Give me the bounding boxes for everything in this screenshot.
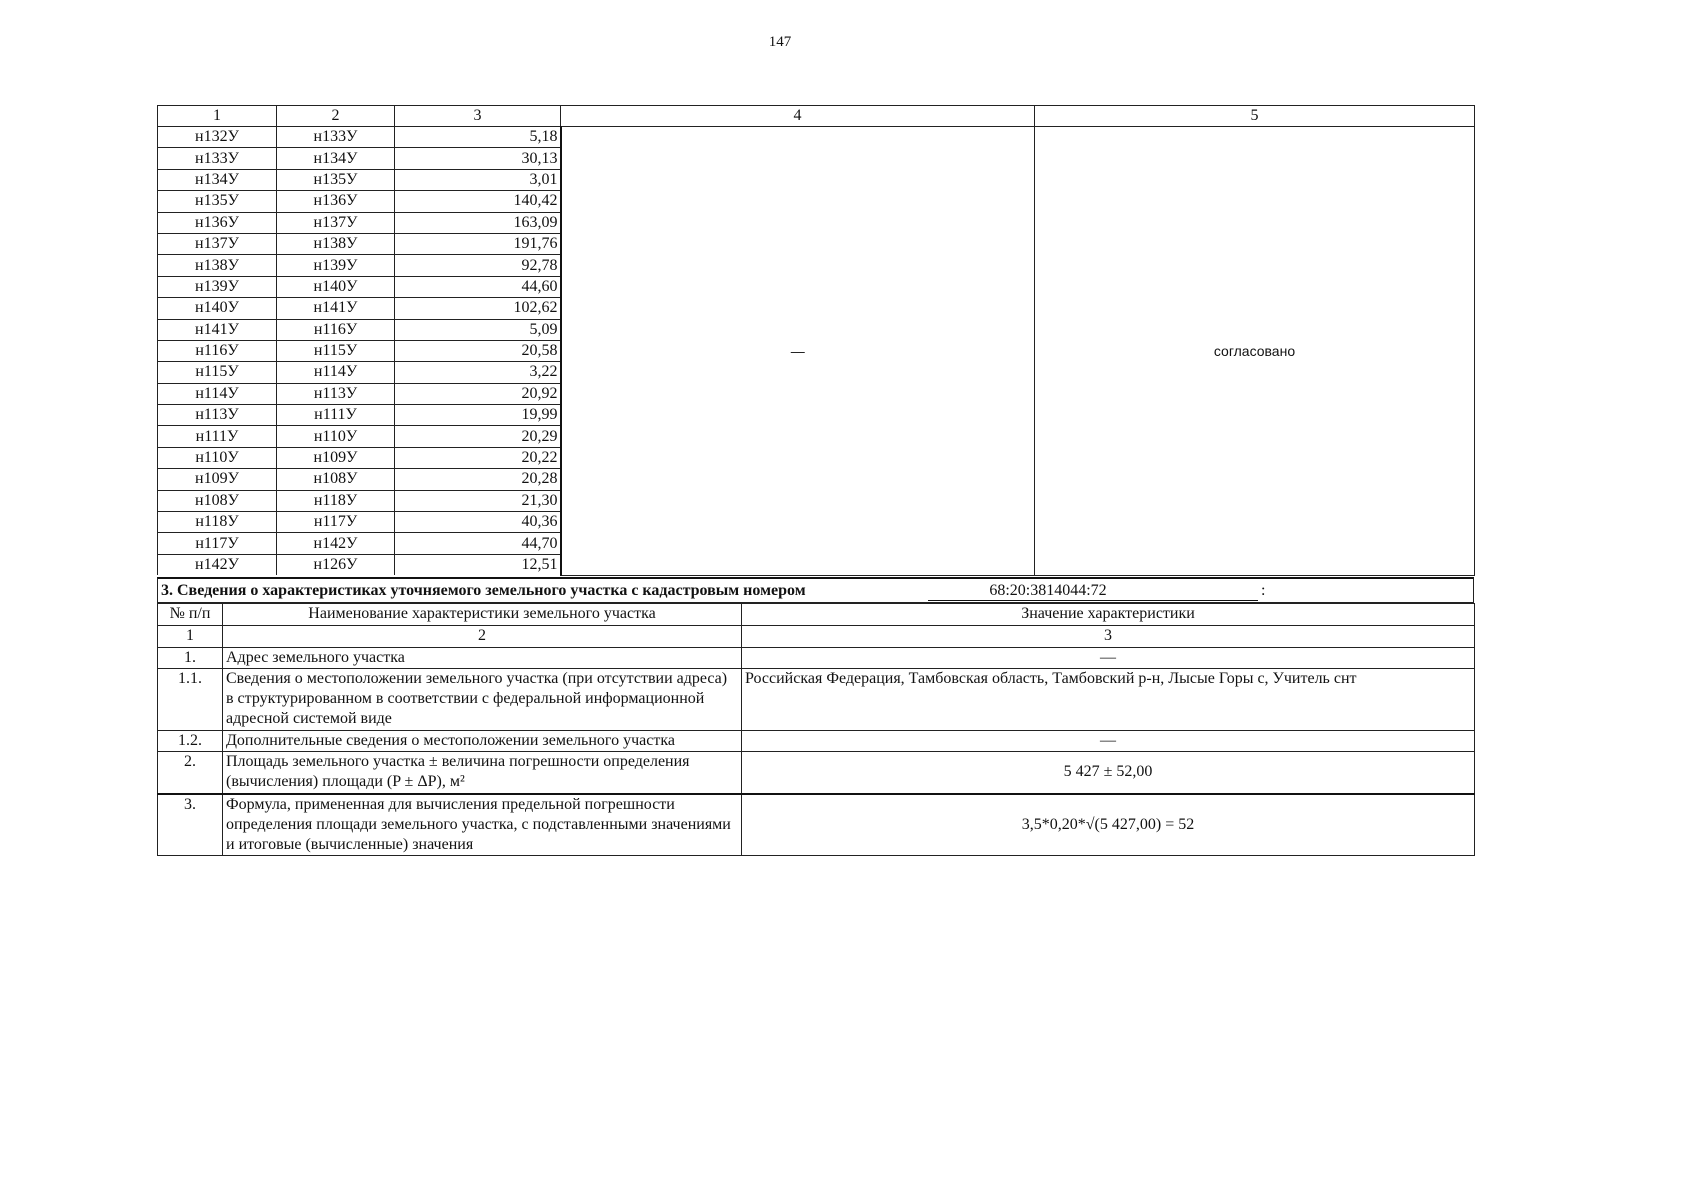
- section3-colon: :: [1261, 582, 1266, 599]
- segment-length: 20,22: [395, 447, 561, 468]
- segment-length: 20,28: [395, 469, 561, 490]
- segment-to-point: н140У: [277, 276, 395, 297]
- row-number: 1.2.: [158, 731, 223, 752]
- segment-to-point: н142У: [277, 533, 395, 554]
- segment-from-point: н134У: [158, 169, 277, 190]
- segment-from-point: н133У: [158, 148, 277, 169]
- segment-from-point: н110У: [158, 447, 277, 468]
- header-name: Наименование характеристики земельного участка: [223, 604, 742, 626]
- row-value: —: [742, 731, 1475, 752]
- row-value: 5 427 ± 52,00: [742, 752, 1475, 794]
- segment-from-point: н111У: [158, 426, 277, 447]
- segment-col4-value: —: [561, 127, 1035, 576]
- segment-to-point: н109У: [277, 447, 395, 468]
- segment-length: 20,29: [395, 426, 561, 447]
- characteristics-header-row: [158, 604, 1475, 626]
- row-name: Площадь земельного участка ± величина погрешности определения (вычисления) площади (P ± ΔP), м²: [223, 752, 742, 794]
- segment-to-point: н111У: [277, 405, 395, 426]
- col-header-3: 3: [395, 106, 561, 127]
- segment-length: 44,60: [395, 276, 561, 297]
- segment-to-point: н126У: [277, 554, 395, 575]
- row-number: 2.: [158, 752, 223, 794]
- segment-from-point: н140У: [158, 298, 277, 319]
- segment-length: 40,36: [395, 512, 561, 533]
- segment-length: 3,22: [395, 362, 561, 383]
- segment-approval-status: согласовано: [1035, 127, 1475, 576]
- col-header-1: 1: [158, 106, 277, 127]
- segment-to-point: н134У: [277, 148, 395, 169]
- row-number: 3.: [158, 794, 223, 856]
- segment-from-point: н109У: [158, 469, 277, 490]
- characteristic-row: [158, 731, 1475, 752]
- segment-length: 92,78: [395, 255, 561, 276]
- row-value: 3,5*0,20*√(5 427,00) = 52: [742, 794, 1475, 856]
- segment-from-point: н116У: [158, 340, 277, 361]
- segment-length: 191,76: [395, 233, 561, 254]
- cadastral-number: 68:20:3814044:72: [928, 582, 1258, 601]
- segment-from-point: н132У: [158, 127, 277, 148]
- col-header-5: 5: [1035, 106, 1475, 127]
- segments-header-row: [158, 106, 1475, 127]
- subheader-3: 3: [742, 626, 1475, 648]
- segment-to-point: н113У: [277, 383, 395, 404]
- characteristics-table: [157, 603, 1475, 856]
- segment-to-point: н136У: [277, 191, 395, 212]
- row-name: Адрес земельного участка: [223, 648, 742, 669]
- segment-to-point: н110У: [277, 426, 395, 447]
- segment-to-point: н138У: [277, 233, 395, 254]
- segment-length: 140,42: [395, 191, 561, 212]
- characteristic-row: [158, 669, 1475, 731]
- col-header-2: 2: [277, 106, 395, 127]
- header-number: № п/п: [158, 604, 223, 626]
- segment-from-point: н137У: [158, 233, 277, 254]
- segment-length: 30,13: [395, 148, 561, 169]
- segment-to-point: н115У: [277, 340, 395, 361]
- segment-length: 12,51: [395, 554, 561, 575]
- row-value: —: [742, 648, 1475, 669]
- segment-length: 5,09: [395, 319, 561, 340]
- subheader-2: 2: [223, 626, 742, 648]
- segment-from-point: н113У: [158, 405, 277, 426]
- segment-to-point: н117У: [277, 512, 395, 533]
- section3-title: 3. Сведения о характеристиках уточняемого земельного участка с кадастровым номером: [161, 582, 806, 599]
- segment-to-point: н114У: [277, 362, 395, 383]
- segment-from-point: н136У: [158, 212, 277, 233]
- subheader-1: 1: [158, 626, 223, 648]
- characteristic-row: [158, 794, 1475, 856]
- segment-to-point: н133У: [277, 127, 395, 148]
- segment-length: 3,01: [395, 169, 561, 190]
- segment-to-point: н135У: [277, 169, 395, 190]
- segment-to-point: н108У: [277, 469, 395, 490]
- characteristic-row: [158, 648, 1475, 669]
- segment-from-point: н142У: [158, 554, 277, 575]
- col-header-4: 4: [561, 106, 1035, 127]
- segment-from-point: н118У: [158, 512, 277, 533]
- row-name: Сведения о местоположении земельного участка (при отсутствии адреса) в структурированном в соответствии с федеральной информационной адресной системой виде: [223, 669, 742, 731]
- segment-to-point: н139У: [277, 255, 395, 276]
- segment-length: 5,18: [395, 127, 561, 148]
- segment-length: 44,70: [395, 533, 561, 554]
- segment-from-point: н141У: [158, 319, 277, 340]
- segment-to-point: н118У: [277, 490, 395, 511]
- row-number: 1.: [158, 648, 223, 669]
- section3-heading: [157, 577, 1474, 603]
- segment-from-point: н114У: [158, 383, 277, 404]
- segment-to-point: н137У: [277, 212, 395, 233]
- characteristics-subheader-row: [158, 626, 1475, 648]
- header-value: Значение характеристики: [742, 604, 1475, 626]
- row-value: Российская Федерация, Тамбовская область, Тамбовский р-н, Лысые Горы с, Учитель снт: [742, 669, 1475, 731]
- segment-from-point: н115У: [158, 362, 277, 383]
- segment-length: 102,62: [395, 298, 561, 319]
- segment-from-point: н139У: [158, 276, 277, 297]
- segment-from-point: н138У: [158, 255, 277, 276]
- segment-length: 20,92: [395, 383, 561, 404]
- segment-from-point: н117У: [158, 533, 277, 554]
- segment-to-point: н141У: [277, 298, 395, 319]
- row-name: Дополнительные сведения о местоположении земельного участка: [223, 731, 742, 752]
- segments-table: [157, 105, 1475, 576]
- segment-from-point: н108У: [158, 490, 277, 511]
- segment-length: 21,30: [395, 490, 561, 511]
- segment-length: 19,99: [395, 405, 561, 426]
- segment-row: [158, 127, 1475, 148]
- page-number: 147: [768, 34, 792, 50]
- characteristic-row: [158, 752, 1475, 794]
- segment-to-point: н116У: [277, 319, 395, 340]
- segment-length: 163,09: [395, 212, 561, 233]
- row-number: 1.1.: [158, 669, 223, 731]
- row-name: Формула, примененная для вычисления предельной погрешности определения площади земельного участка, с подставленными значениями и итоговые (вычисленные) значения: [223, 794, 742, 856]
- segment-from-point: н135У: [158, 191, 277, 212]
- segment-length: 20,58: [395, 340, 561, 361]
